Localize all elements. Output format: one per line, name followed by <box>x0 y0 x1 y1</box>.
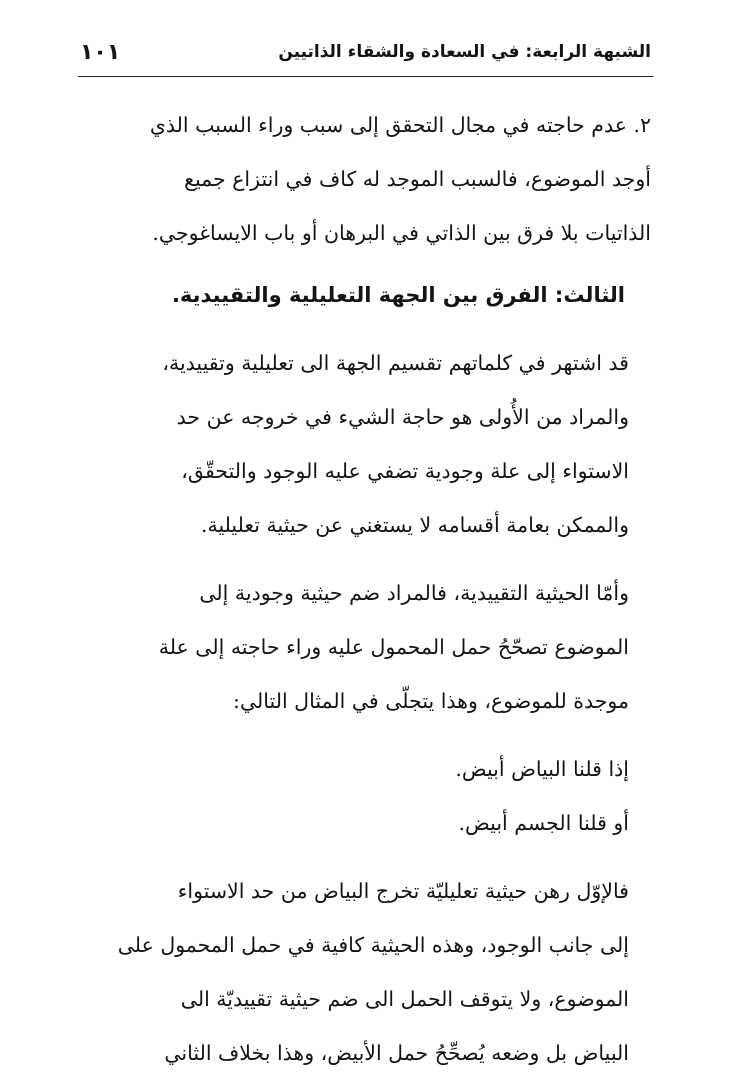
paragraph-4 <box>80 864 651 1080</box>
text-line: موجدة للموضوع، وهذا يتجلّى في المثال التالي: <box>233 689 629 713</box>
page-body <box>80 98 651 1080</box>
text-line: الموضوع تصحّحُ حمل المحمول عليه وراء حاجته إلى علة <box>158 635 629 659</box>
example-1: إذا قلنا البياض أبيض. <box>455 757 629 781</box>
paragraph-gap <box>80 728 651 742</box>
running-header <box>80 32 651 72</box>
header-divider <box>78 76 653 77</box>
text-line: فالإوّل رهن حيثية تعليليّة تخرج البياض من حد الاستواء <box>177 879 629 903</box>
text-line: وأمّا الحيثية التقييدية، فالمراد ضم حيثية وجودية إلى <box>199 581 629 605</box>
text-line: البياض بل وضعه يُصحِّحُ حمل الأبيض، وهذا بخلاف الثاني <box>164 1041 629 1065</box>
text-line: الموضوع، ولا يتوقف الحمل الى ضم حيثية تقييديّة الى <box>180 987 629 1011</box>
page-number: ١٠١ <box>80 39 121 65</box>
paragraph-1 <box>80 98 651 260</box>
paragraph-3 <box>80 566 651 728</box>
example-2: أو قلنا الجسم أبيض. <box>458 811 629 835</box>
paragraph-gap <box>80 850 651 864</box>
chapter-title: الشبهة الرابعة: في السعادة والشقاء الذاتيين <box>278 42 651 62</box>
text-line: إلى جانب الوجود، وهذه الحيثية كافية في حمل المحمول على <box>117 933 629 957</box>
text-line: الذاتيات بلا فرق بين الذاتي في البرهان أو باب الايساغوجي. <box>152 221 651 245</box>
paragraph-gap <box>80 552 651 566</box>
text-line: ٢. عدم حاجته في مجال التحقق إلى سبب وراء السبب الذي <box>149 113 651 137</box>
text-line: الاستواء إلى علة وجودية تضفي عليه الوجود والتحقّق، <box>181 459 629 483</box>
text-line: أوجد الموضوع، فالسبب الموجد له كاف في انتزاع جميع <box>184 167 651 191</box>
text-line: قد اشتهر في كلماتهم تقسيم الجهة الى تعليلية وتقييدية، <box>162 351 629 375</box>
text-line: والممكن بعامة أقسامه لا يستغني عن حيثية تعليلية. <box>200 513 629 537</box>
paragraph-2 <box>80 336 651 552</box>
section-heading: الثالث: الفرق بين الجهة التعليلية والتقييدية. <box>171 283 625 307</box>
text-line: والمراد من الأُولى هو حاجة الشيء في خروجه عن حد <box>176 405 629 429</box>
